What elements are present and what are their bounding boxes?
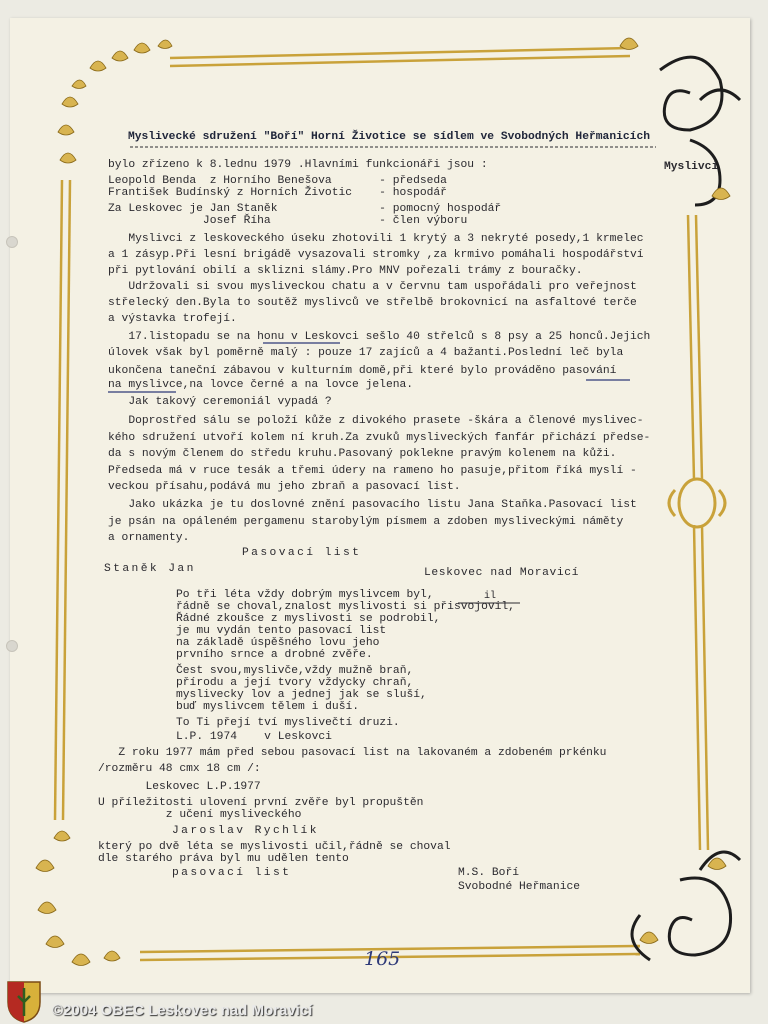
- text-line: úlovek však byl poměrně malý : pouze 17 zajíců a 4 bažanti.Poslední leč byla: [108, 347, 624, 359]
- text-line: a ornamenty.: [108, 532, 190, 544]
- text-line: veckou přísahu,podává mu jeho zbraň a pasovací list.: [108, 481, 461, 493]
- text-line: Jak takový ceremoniál vypadá ?: [108, 396, 332, 408]
- text-line: bylo zřízeno k 8.lednu 1979 .Hlavními funkcionáři jsou :: [108, 159, 488, 171]
- text-line: dle starého práva byl mu udělen tento: [98, 853, 349, 865]
- poem-line: je mu vydán tento pasovací list: [176, 625, 387, 637]
- second-certificate-name: Jaroslav Rychlík: [172, 825, 319, 837]
- poem-line: myslivecky lov a jednej jak se sluší,: [176, 689, 427, 701]
- text-line: František Budínský z Horních Životic - hospodář: [108, 187, 447, 199]
- signature-line: Svobodné Heřmanice: [458, 881, 581, 893]
- coat-of-arms-icon: [4, 978, 44, 1024]
- certificate-date: L.P. 1974 v Leskovci: [176, 731, 332, 743]
- poem-line: To Ti přejí tví myslivečtí druzi.: [176, 717, 400, 729]
- poem-correction: il: [484, 591, 497, 602]
- poem-line: přírodu a její tvory vždycky chraň,: [176, 677, 414, 689]
- text-line: da s novým členem do středu kruhu.Pasovaný poklekne pravým kolenem na kůži.: [108, 448, 617, 460]
- document-heading: Myslivecké sdružení "Boří" Horní Životice se sídlem ve Svobodných Heřmanicích: [128, 131, 651, 143]
- text-line: Za Leskovec je Jan Staněk - pomocný hospodář: [108, 203, 502, 215]
- certificate-name: Staněk Jan: [104, 563, 196, 575]
- text-line: Josef Říha - člen výboru: [108, 215, 468, 227]
- text-line: kého sdružení utvoří kolem ní kruh.Za zvuků mysliveckých fanfár přichází předse-: [108, 432, 651, 444]
- text-line: /rozměru 48 cmx 18 cm /:: [98, 763, 261, 775]
- text-line: Jako ukázka je tu doslovné znění pasovacího listu Jana Staňka.Pasovací list: [108, 499, 637, 511]
- text-line: z učení mysliveckého: [98, 809, 302, 821]
- text-line: na myslivce,na lovce černé a na lovce jelena.: [108, 379, 414, 391]
- text-line: a výstavka trofejí.: [108, 313, 237, 325]
- scroll-ornament-top-right: [660, 57, 740, 205]
- text-line: Udržovali si svou mysliveckou chatu a v červnu tam uspořádali pro veřejnost: [108, 281, 637, 293]
- text-line: Předseda má v ruce tesák a třemi údery na rameno ho pasuje,přitom říká myslí -: [108, 465, 637, 477]
- text-line: Leskovec L.P.1977: [98, 781, 261, 793]
- text-line: ukončena taneční zábavou v kulturním domě,při které bylo prováděno pasování: [108, 365, 617, 377]
- poem-line: Po tři léta vždy dobrým myslivcem byl,: [176, 589, 434, 601]
- text-line: U příležitosti ulovení první zvěře byl propuštěn: [98, 797, 424, 809]
- text-line: 17.listopadu se na honu v Leskovci sešlo 40 střelců s 8 psy a 25 honců.Jejich: [108, 331, 651, 343]
- text-line: je psán na opáleném pergamenu starobylým písmem a zdoben mysliveckými náměty: [108, 516, 624, 528]
- knot-ornament-right: [669, 479, 725, 527]
- poem-line: Čest svou,myslivče,vždy mužně braň,: [176, 665, 414, 677]
- certificate-title: Pasovací list: [242, 547, 362, 559]
- poem-line: buď myslivcem tělem i duší.: [176, 701, 360, 713]
- margin-note: Myslivci: [664, 161, 719, 173]
- text-line: Z roku 1977 mám před sebou pasovací list na lakovaném a zdobeném prkénku: [98, 747, 607, 759]
- signature-line: M.S. Boří: [458, 867, 520, 879]
- text-line: který po dvě léta se myslivosti učil,řádně se choval: [98, 841, 451, 853]
- text-line: střelecký den.Byla to soutěž myslivců ve střelbě brokovnicí na asfaltové terče: [108, 297, 637, 309]
- text-line: při pytlování obilí a sklizni slámy.Pro MNV pořezali trámy z bouračky.: [108, 265, 583, 277]
- text-line: a 1 zásyp.Při lesní brigádě vysazovali stromky ,za krmivo pomáhali hospodářství: [108, 249, 644, 261]
- tulip-ornament-top-left: [58, 40, 172, 163]
- page-number: 165: [364, 948, 401, 970]
- poem-line: prvního srnce a drobné zvěře.: [176, 649, 373, 661]
- poem-line: na základě úspěšného lovu jeho: [176, 637, 380, 649]
- poem-line: řádně se choval,znalost myslivosti si přisvojovil,: [176, 601, 515, 613]
- copyright-watermark: ©2004 OBEC Leskovec nad Moravicí: [52, 1002, 313, 1019]
- text-line: Doprostřed sálu se položí kůže z divokého prasete -škára a členové mysliveс-: [108, 415, 644, 427]
- poem-line: Řádné zkoušce z myslivosti se podrobil,: [176, 613, 441, 625]
- second-certificate-title: pasovací list: [172, 867, 292, 879]
- tulip-ornament-bottom-right: [640, 858, 726, 944]
- certificate-place: Leskovec nad Moravicí: [424, 567, 579, 579]
- text-line: Leopold Benda z Horního Benešova - předseda: [108, 175, 447, 187]
- text-line: Myslivci z leskoveckého úseku zhotovili 1 krytý a 3 nekryté posedy,1 krmelec: [108, 233, 644, 245]
